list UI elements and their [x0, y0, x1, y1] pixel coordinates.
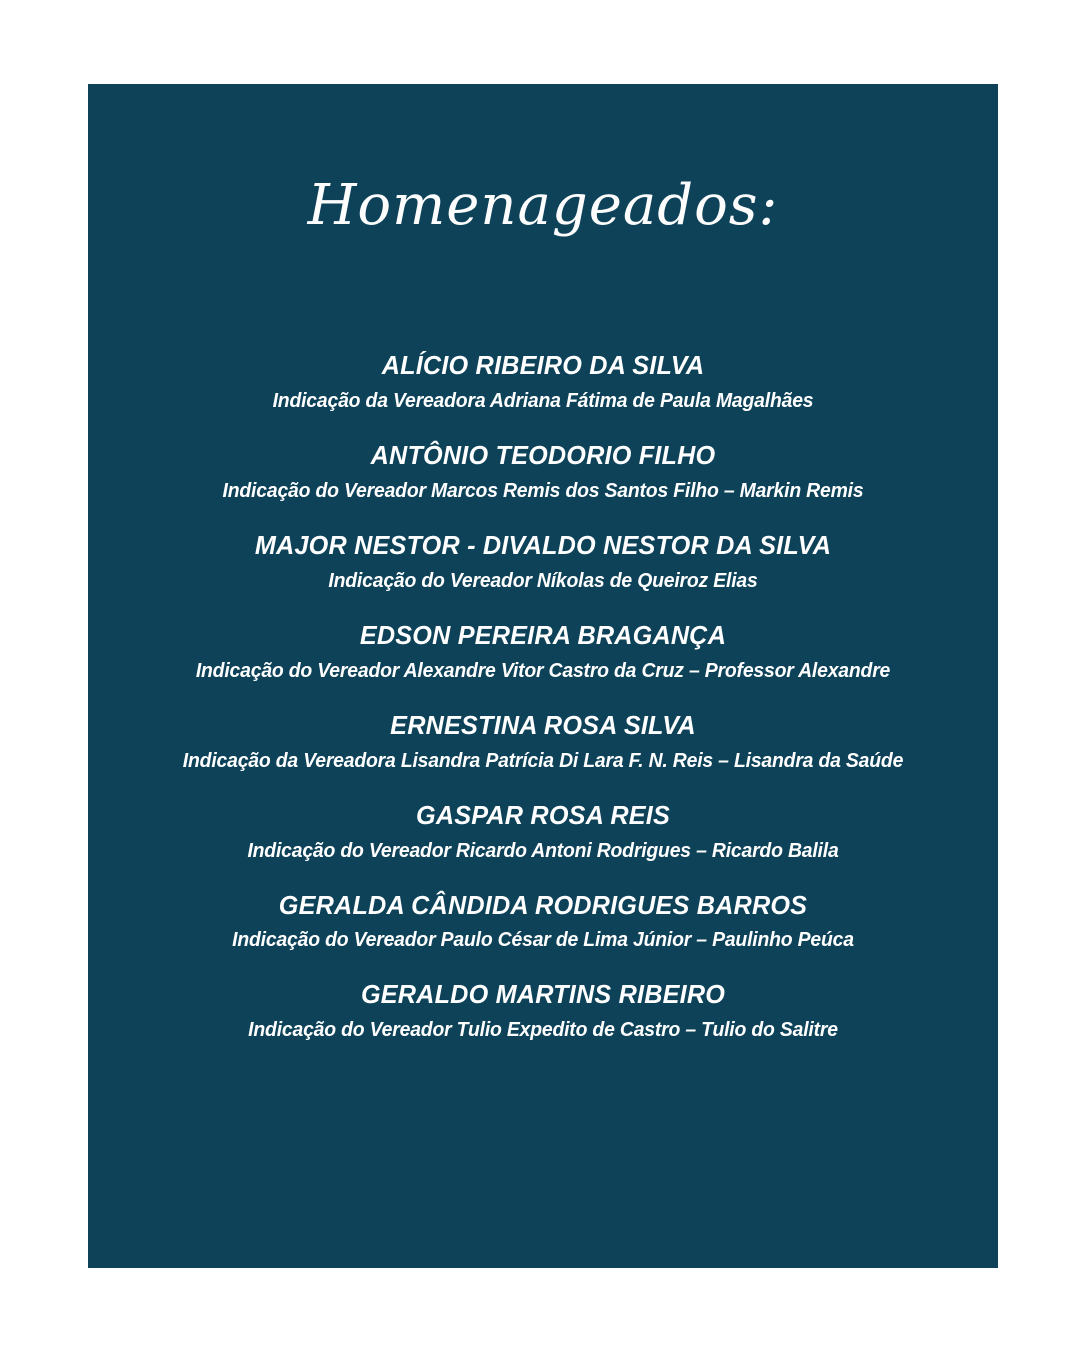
honoree-indication: Indicação do Vereador Alexandre Vitor Castro da Cruz – Professor Alexandre: [195, 659, 891, 682]
honoree-entry: [88, 621, 998, 683]
honoree-indication: Indicação da Vereadora Lisandra Patrícia Di Lara F. N. Reis – Lisandra da Saúde: [182, 749, 904, 772]
honoree-indication: Indicação do Vereador Níkolas de Queiroz Elias: [328, 569, 758, 592]
honoree-name: EDSON PEREIRA BRAGANÇA: [359, 619, 727, 650]
honoree-indication: Indicação do Vereador Ricardo Antoni Rodrigues – Ricardo Balila: [247, 839, 839, 862]
honoree-indication: Indicação da Vereadora Adriana Fátima de Paula Magalhães: [272, 390, 814, 413]
honoree-indication: Indicação do Vereador Marcos Remis dos Santos Filho – Markin Remis: [222, 479, 864, 502]
honoree-entry: [88, 801, 998, 863]
honoree-name: ANTÔNIO TEODORIO FILHO: [370, 440, 716, 471]
honoree-name: GERALDO MARTINS RIBEIRO: [360, 979, 726, 1010]
honoree-name: GASPAR ROSA REIS: [416, 799, 670, 830]
honoree-entry: [88, 891, 998, 953]
honoree-entry: [88, 980, 998, 1042]
honoree-indication: Indicação do Vereador Paulo César de Lima Júnior – Paulinho Peúca: [232, 929, 854, 952]
honoree-name: MAJOR NESTOR - DIVALDO NESTOR DA SILVA: [254, 529, 832, 560]
honoree-entry: [88, 711, 998, 773]
honoree-name: ERNESTINA ROSA SILVA: [390, 709, 696, 740]
honoree-list: [88, 351, 998, 1042]
honoree-entry: [88, 441, 998, 503]
honoree-entry: [88, 351, 998, 413]
honoree-name: GERALDA CÂNDIDA RODRIGUES BARROS: [278, 889, 808, 920]
honoree-indication: Indicação do Vereador Tulio Expedito de Castro – Tulio do Salitre: [248, 1019, 838, 1042]
honoree-name: ALÍCIO RIBEIRO DA SILVA: [381, 350, 705, 381]
honorees-panel: [88, 84, 998, 1268]
honoree-entry: [88, 531, 998, 593]
page-title: Homenageados:: [307, 173, 779, 238]
